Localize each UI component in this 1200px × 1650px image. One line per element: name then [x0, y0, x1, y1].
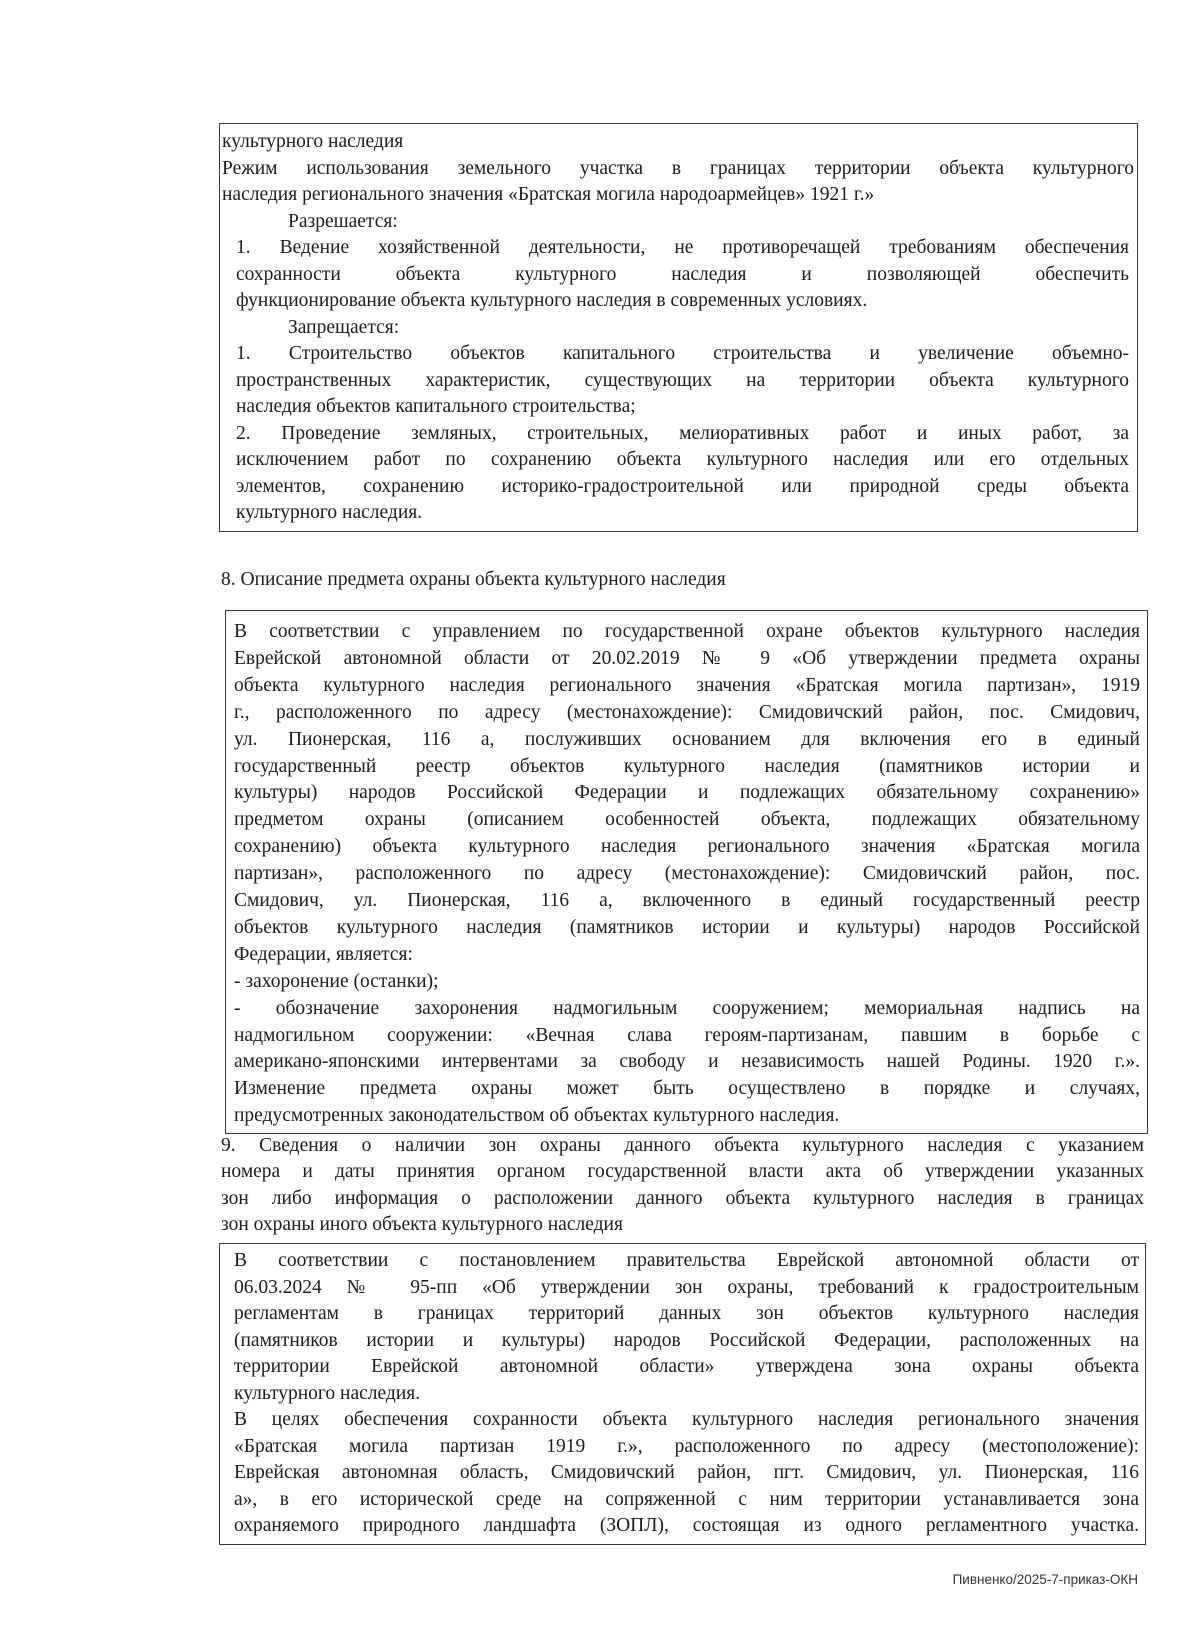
text-line: «Братская могила партизан 1919 г.», расположенного по адресу (местоположение):: [234, 1435, 1139, 1457]
text-line: Изменение предмета охраны может быть осуществлено в порядке и случаях,: [234, 1078, 1140, 1100]
text-line: - захоронение (останки);: [234, 970, 439, 992]
text-line: партизан», расположенного по адресу (местонахождение): Смидовичский район, пос.: [234, 863, 1140, 885]
text-line: наследия объектов капитального строительства;: [236, 396, 636, 417]
text-line: ул. Пионерская, 116 а, послуживших основанием для включения его в единый: [234, 728, 1140, 750]
text-line: исключением работ по сохранению объекта культурного наследия или его отдельных: [236, 449, 1129, 470]
text-line: 9. Сведения о наличии зон охраны данного объекта культурного наследия с указанием: [221, 1135, 1144, 1156]
text-line: В соответствии с постановлением правительства Еврейской автономной области от: [234, 1250, 1139, 1271]
text-line: наследия регионального значения «Братская могила народоармейцев» 1921 г.»: [222, 184, 875, 205]
text-line: элементов, сохранению историко-градостроительной или природной среды объекта: [236, 475, 1129, 497]
document-footer-code: Пивненко/2025-7-приказ-ОКН: [952, 1572, 1138, 1587]
text-line: 06.03.2024 № 95-пп «Об утверждении зон охраны, требований к градостроительным: [234, 1276, 1139, 1298]
text-line: В целях обеспечения сохранности объекта культурного наследия регионального значения: [234, 1409, 1139, 1430]
text-line: Запрещается:: [288, 316, 400, 338]
text-line: предметом охраны (описанием особенностей объекта, подлежащих обязательному: [234, 809, 1140, 831]
text-line: зон либо информация о расположении данного объекта культурного наследия в границах: [221, 1187, 1144, 1209]
text-line: 1. Ведение хозяйственной деятельности, не противоречащей требованиям обеспечения: [236, 237, 1129, 258]
text-line: Разрешается:: [288, 210, 398, 232]
text-line: В соответствии с управлением по государственной охране объектов культурного наследия: [234, 621, 1140, 642]
text-line: зон охраны иного объекта культурного наследия: [221, 1213, 623, 1235]
text-line: культурного наследия.: [236, 502, 423, 523]
text-line: объектов культурного наследия (памятников истории и культуры) народов Российской: [234, 916, 1140, 938]
text-line: пространственных характеристик, существующих на территории объекта культурного: [236, 369, 1129, 391]
text-line: охраняемого природного ландшафта (ЗОПЛ), состоящая из одного регламентного участка.: [234, 1515, 1139, 1536]
text-line: культурного наследия.: [234, 1382, 421, 1404]
text-line: регламентам в границах территорий данных зон объектов культурного наследия: [234, 1303, 1139, 1324]
text-line: Федерации, является:: [234, 943, 413, 965]
text-line: 2. Проведение земляных, строительных, мелиоративных работ и иных работ, за: [236, 422, 1129, 444]
text-line: - обозначение захоронения надмогильным сооружением; мемориальная надпись на: [234, 997, 1140, 1019]
text-line: государственный реестр объектов культурного наследия (памятников истории и: [234, 755, 1140, 777]
section-8-heading: 8. Описание предмета охраны объекта культурного наследия: [221, 569, 726, 590]
text-line: американо-японскими интервентами за свободу и независимость нашей Родины. 1920 г.».: [234, 1051, 1140, 1073]
text-line: сохранению) объекта культурного наследия регионального значения «Братская могила: [234, 836, 1140, 858]
text-line: Смидович, ул. Пионерская, 116 а, включенного в единый государственный реестр: [234, 890, 1140, 911]
text-line: сохранности объекта культурного наследия и позволяющей обеспечить: [236, 263, 1129, 285]
text-line: а», в его исторической среде на сопряженной с ним территории устанавливается зона: [234, 1488, 1139, 1510]
text-line: функционирование объекта культурного наследия в современных условиях.: [236, 290, 868, 311]
text-line: объекта культурного наследия регионального значения «Братская могила партизан», 1919: [234, 674, 1140, 696]
text-line: Еврейская автономная область, Смидовичский район, пгт. Смидович, ул. Пионерская, 116: [234, 1462, 1139, 1483]
text-line: надмогильном сооружении: «Вечная слава героям-партизанам, павшим в борьбе с: [234, 1024, 1140, 1046]
text-line: предусмотренных законодательством об объектах культурного наследия.: [234, 1105, 840, 1127]
text-line: культурного наследия: [222, 131, 404, 152]
text-line: г., расположенного по адресу (местонахождение): Смидовичский район, пос. Смидович,: [234, 701, 1140, 723]
text-line: Еврейской автономной области от 20.02.2019 № 9 «Об утверждении предмета охраны: [234, 647, 1140, 669]
text-line: номера и даты принятия органом государственной власти акта об утверждении указанных: [221, 1161, 1144, 1183]
text-line: Режим использования земельного участка в границах территории объекта культурного: [222, 157, 1134, 179]
text-line: (памятников истории и культуры) народов Российской Федерации, расположенных на: [234, 1329, 1139, 1351]
text-line: культуры) народов Российской Федерации и подлежащих обязательному сохранению»: [234, 782, 1140, 804]
text-line: территории Еврейской автономной области» утверждена зона охраны объекта: [234, 1356, 1139, 1377]
text-line: 1. Строительство объектов капитального строительства и увеличение объемно-: [236, 343, 1129, 364]
